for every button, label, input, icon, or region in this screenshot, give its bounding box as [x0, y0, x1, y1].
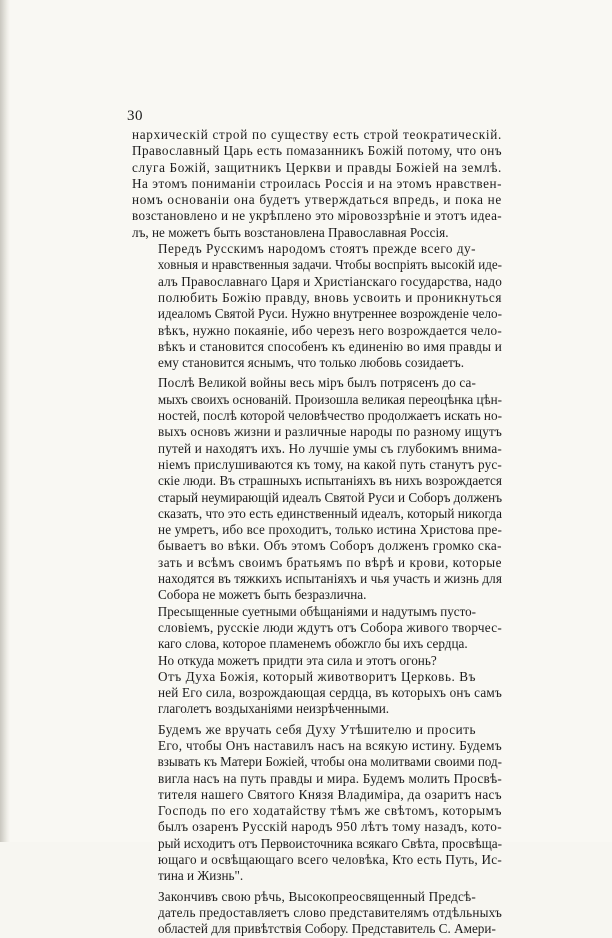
text-line: путей и находятъ ихъ. Но лучшіе умы съ глубокимъ внима- [158, 440, 502, 456]
text-line: вѣкъ, нужно покаяніе, ибо черезъ него возрождается чело- [158, 322, 502, 338]
text-line: ніемъ прислушиваются къ тому, на какой путь станутъ рус- [158, 456, 502, 472]
paragraph [132, 722, 502, 885]
text-line: выхъ основъ жизни и различные народы по разному ищутъ [158, 424, 502, 440]
text-line: ней Его сила, возрождающая сердца, въ которыхъ онъ самъ [158, 685, 502, 701]
text-line: Послѣ Великой войны весь міръ былъ потрясенъ до са- [158, 375, 476, 391]
text-line: идеаломъ Святой Руси. Нужно внутреннее возрожденіе чело- [157, 306, 503, 322]
text-line: словіемъ, русскіе люди ждутъ отъ Собора живого творчес- [158, 619, 502, 635]
text-line: старый неумирающій идеалъ Святой Руси и Соборъ долженъ [157, 489, 502, 505]
page-binding-shadow [0, 0, 10, 842]
text-line: глаголетъ воздыханіями неизрѣченными. [158, 701, 390, 717]
text-line: Будемъ же вручать себя Духу Утѣшителю и просить [158, 721, 476, 737]
text-line: Закончивъ свою рѣчь, Высокопреосвященный Предсѣ- [158, 888, 476, 904]
text-line: Отъ Духа Божія, который животворитъ Церковь. Въ [158, 668, 476, 684]
text-line: тина и Жизнь". [158, 868, 244, 884]
text-line: полюбить Божію правду, вновь усвоить и проникнуться [158, 289, 502, 305]
text-line: областей для привѣтствія Собору. Представитель С. Амери- [158, 921, 496, 937]
text-line: ховныя и нравственныя задачи. Чтобы воспріять высокій иде- [157, 257, 502, 273]
text-line: тителя нашего Святого Князя Владиміра, да озаритъ насъ [158, 786, 502, 802]
text-line: ему становится яснымъ, что только любовь созидаетъ. [158, 355, 465, 371]
text-line: Но откуда можетъ придти эта сила и этотъ огонь? [158, 652, 437, 668]
text-line: не умретъ, ибо все проходитъ, только истина Христова пре- [158, 522, 502, 538]
text-line: номъ основаніи она будетъ утверждаться впредь, и пока не [132, 192, 502, 208]
paragraph [132, 653, 502, 669]
paragraph [132, 375, 502, 603]
text-line: мыхъ своихъ основаній. Произошла великая переоцѣнка цѣн- [157, 391, 502, 407]
text-line: Его, чтобы Онъ наставилъ насъ на всякую истину. Будемъ [158, 737, 502, 753]
text-line: лъ, не можетъ быть возстановлена Православная Россія. [132, 224, 449, 240]
text-line: Православный Царь есть помазанникъ Божій потому, что онъ [132, 143, 502, 159]
text-line: каго слова, которое пламенемъ обожгло бы ихъ сердца. [158, 636, 468, 652]
text-line: зать и всѣмъ своимъ братьямъ по вѣрѣ и крови, которые [158, 554, 502, 570]
text-line: взывать къ Матери Божіей, чтобы она молитвами своими под- [157, 754, 502, 770]
paragraph [132, 127, 502, 241]
text-line: возстановлено и не укрѣплено это міровоззрѣніе и этотъ идеа- [132, 208, 502, 224]
text-line: ностей, послѣ которой человѣчество продолжаетъ искать но- [158, 408, 502, 424]
text-line: ющаго и освѣщающаго всего человѣка, Кто есть Путь, Ис- [158, 852, 502, 868]
page-number: 30 [127, 108, 143, 124]
text-line: бываетъ во вѣки. Объ этомъ Соборъ долженъ громко ска- [158, 538, 502, 554]
paragraph [132, 241, 502, 371]
text-line: скіе люди. Въ страшныхъ испытаніяхъ въ нихъ возрождается [158, 473, 502, 489]
text-line: Собора не можетъ быть безразлична. [158, 587, 367, 603]
text-line: былъ озаренъ Русскій народъ 950 лѣтъ тому назадъ, кото- [158, 819, 502, 835]
paragraph [132, 669, 502, 718]
paragraph [132, 889, 502, 938]
text-line: Господь по его ходатайству тѣмъ же свѣтомъ, которымъ [158, 803, 502, 819]
text-line: рый исходитъ отъ Первоисточника всякаго Свѣта, просвѣща- [157, 835, 503, 851]
body-text [132, 127, 502, 938]
text-line: находятся въ тяжкихъ испытаніяхъ и чья участь и жизнь для [158, 571, 502, 587]
text-line: Передъ Русскимъ народомъ стоятъ прежде всего ду- [158, 241, 476, 257]
text-line: нархическій строй по существу есть строй теократическій. [132, 127, 502, 142]
text-line: сказать, что это есть единственный идеалъ, который никогда [158, 505, 502, 521]
text-line: На этомъ пониманіи строилась Россія и на этомъ нравствен- [132, 175, 502, 191]
text-line: слуга Божій, защитникъ Церкви и правды Божіей на землѣ. [132, 159, 502, 175]
paragraph [132, 604, 502, 653]
text-line: вигла насъ на путь правды и мира. Будемъ молить Просвѣ- [158, 770, 502, 786]
text-line: вѣкъ и становится способенъ къ единенію во имя правды и [158, 338, 502, 354]
text-line: Пресыщенные суетными обѣщаніями и надутымъ пусто- [157, 603, 476, 619]
text-line: датель предоставляетъ слово представителямъ отдѣльныхъ [158, 904, 502, 920]
text-line: алъ Православнаго Царя и Христіанскаго государства, надо [158, 273, 502, 289]
